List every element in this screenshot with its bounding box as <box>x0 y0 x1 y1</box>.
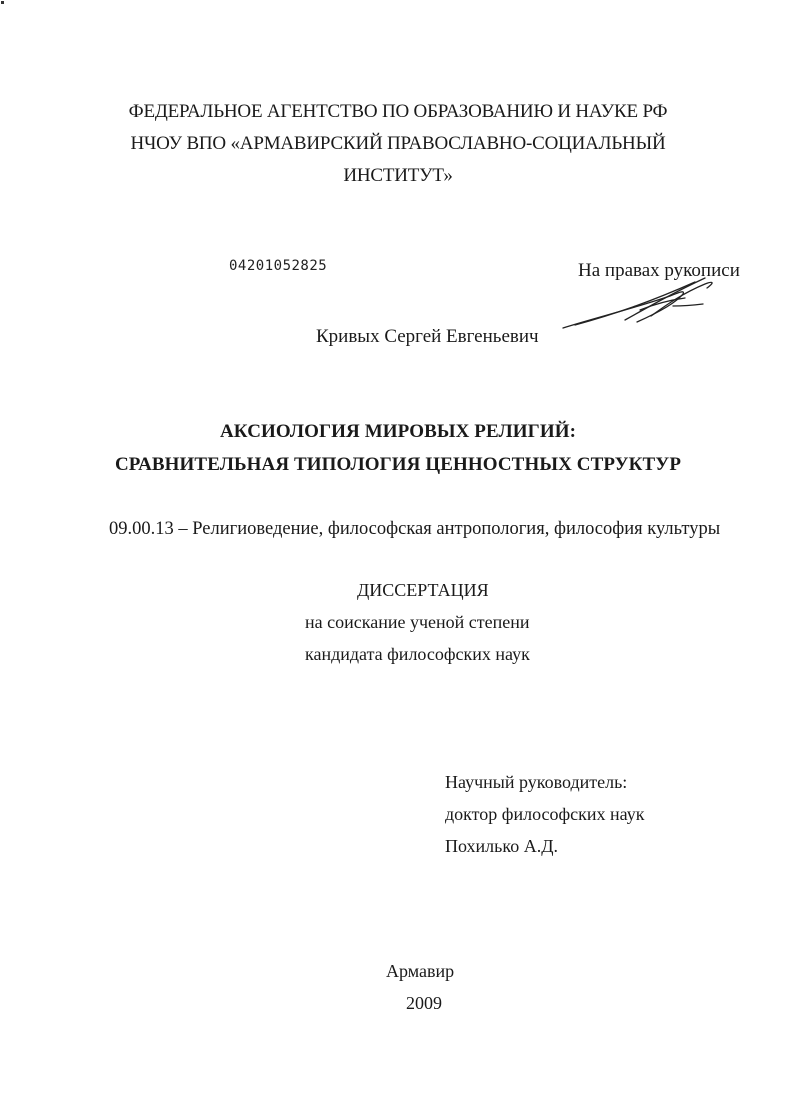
manuscript-note: На правах рукописи <box>578 260 740 281</box>
work-type-degree-line: на соискание ученой степени <box>305 612 530 632</box>
supervisor-label: Научный руководитель: <box>445 772 628 792</box>
specialty: 09.00.13 – Религиоведение, философская антропология, философия культуры <box>109 519 721 539</box>
author-name: Кривых Сергей Евгеньевич <box>316 326 539 347</box>
registration-number: 04201052825 <box>229 258 328 274</box>
year: 2009 <box>406 993 442 1013</box>
work-type-label: ДИССЕРТАЦИЯ <box>357 580 489 600</box>
organization-line-2: НЧОУ ВПО «АРМАВИРСКИЙ ПРАВОСЛАВНО-СОЦИАЛЬНЫЙ <box>130 133 666 154</box>
signature-image <box>555 270 730 340</box>
thesis-title-line-1: АКСИОЛОГИЯ МИРОВЫХ РЕЛИГИЙ: <box>219 421 577 442</box>
thesis-title-line-2: СРАВНИТЕЛЬНАЯ ТИПОЛОГИЯ ЦЕННОСТНЫХ СТРУКТУР <box>114 454 682 475</box>
work-type-field-line: кандидата философских наук <box>305 644 530 664</box>
supervisor-name: Похилько А.Д. <box>445 836 558 856</box>
organization-line-1: ФЕДЕРАЛЬНОЕ АГЕНТСТВО ПО ОБРАЗОВАНИЮ И НАУКЕ РФ <box>128 101 668 122</box>
supervisor-degree: доктор философских наук <box>445 804 645 824</box>
scan-mark <box>1 1 4 4</box>
organization-line-3: ИНСТИТУТ» <box>343 165 453 186</box>
city: Армавир <box>386 961 455 981</box>
